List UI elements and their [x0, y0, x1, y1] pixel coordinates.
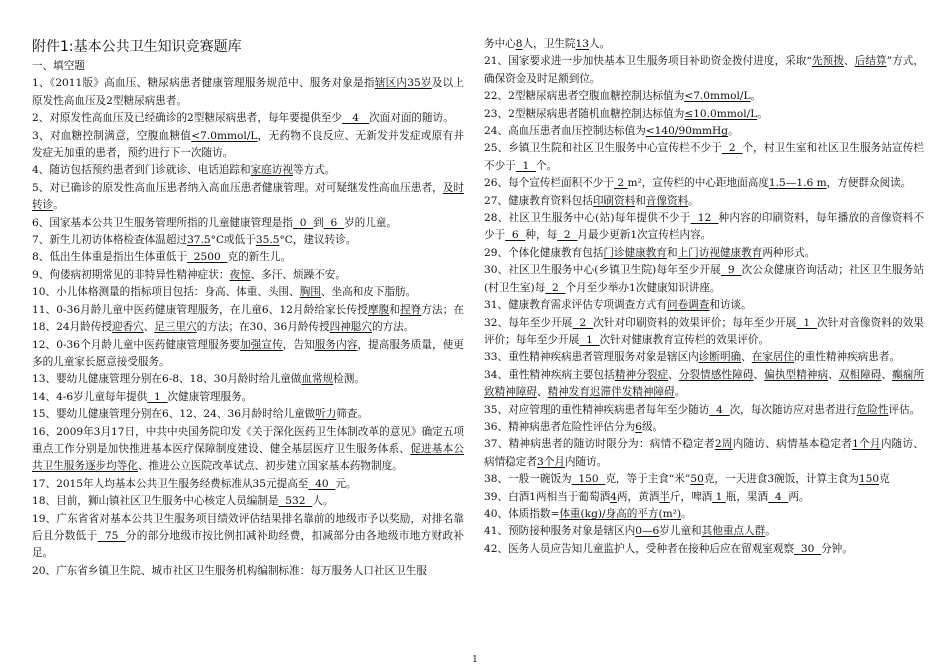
question-text: 28、社区卫生服务中心(站)每年提供不少于	[484, 212, 691, 225]
question-item	[32, 180, 464, 215]
answer-blank: 摩腹	[367, 303, 390, 316]
question-item	[484, 123, 924, 140]
question-text: 29、个体化健康教育包括	[484, 246, 604, 259]
left-column	[32, 38, 464, 580]
question-item	[32, 389, 464, 406]
question-text: 岁儿童和	[659, 525, 702, 538]
question-text: 25、乡镇卫生院和社区卫生服务中心宣传栏不少于	[484, 142, 722, 155]
question-text: 分钟。	[821, 542, 853, 555]
question-item	[484, 210, 924, 245]
answer-blank: 半	[659, 490, 670, 503]
answer-blank: 先预拨	[811, 55, 844, 68]
right-column	[484, 36, 924, 558]
question-item	[484, 419, 924, 436]
question-item	[484, 140, 924, 175]
question-text: 26、每个宣传栏面积不少于	[484, 177, 615, 190]
question-item	[32, 511, 464, 563]
question-text: ，提高服务质量，使更多的儿童家长愿意接受服务。	[32, 338, 465, 368]
question-text: 、	[881, 368, 893, 381]
question-text: 19、广东省省对基本公共卫生服务项目绩效评估结果排名靠前的地级市予以奖励，对排名靠后且分数低于	[32, 512, 464, 542]
question-item	[484, 436, 924, 471]
answer-blank: 迎香穴	[111, 321, 144, 334]
question-text: 两种形式。	[762, 246, 816, 259]
question-text: 评估。	[888, 403, 921, 416]
answer-blank: 精神分裂症	[614, 368, 669, 381]
question-item	[32, 563, 464, 580]
question-text: ，告知	[282, 338, 315, 351]
question-item	[32, 406, 464, 423]
question-item	[32, 267, 464, 284]
answer-blank: 35.5	[255, 234, 280, 247]
question-text: 、	[668, 368, 679, 381]
answer-blank: 四神聪穴	[329, 321, 372, 334]
question-text: 人，卫生院	[522, 38, 576, 50]
question-text: 克	[879, 473, 890, 486]
question-text: 和	[635, 194, 646, 207]
answer-blank: 诊断明确	[698, 351, 742, 364]
question-text: 1、《2011版》高血压、糖尿病患者健康管理服务规范中、服务对象是指	[32, 77, 375, 90]
page-number: 1	[472, 655, 478, 665]
question-text: 次针对印刷资料的效果评价；每年至少开展	[593, 316, 797, 329]
question-text: 务中心	[484, 38, 516, 50]
question-text: 方法；在18、24月龄传授	[32, 303, 465, 334]
question-text: 。	[53, 199, 64, 212]
question-text: 16、2009年3月17日，中共中央国务院印发《关于深化医药卫生体制改革的意见》确定五项重点工作分别是加快推进基本医疗保障制度建设、健全基层医疗卫生服务体系、	[32, 425, 464, 455]
question-item	[484, 245, 924, 262]
question-item	[32, 284, 464, 301]
answer-blank: 75	[97, 529, 126, 542]
question-item	[484, 402, 924, 419]
question-text: 次针对音像资料的效果评价；每年至少开展	[484, 316, 924, 346]
question-item	[32, 75, 464, 110]
answer-blank: 其他重点人群	[701, 525, 766, 538]
question-text: 个，村卫生室和社区卫生服务站宣传栏不少于	[484, 142, 924, 172]
question-text: 38、一般一碗饭为	[484, 473, 572, 486]
question-text: 31、健康教育需求评估专项调查方式有	[484, 299, 667, 312]
question-text: 。	[750, 90, 762, 103]
answer-blank: 后结算	[854, 55, 887, 68]
question-text: 克的新生儿。	[227, 251, 292, 264]
question-text: 次健康管理服务。	[167, 390, 253, 403]
question-text: 检测。	[333, 373, 365, 386]
question-text: 6、国家基本公共卫生服务管理所指的儿童健康管理是指	[32, 216, 293, 229]
question-text: 筛查。	[336, 408, 369, 421]
answer-blank: <7.0mmol/L	[684, 90, 751, 103]
answer-blank: 癫痫所致精神障碍	[484, 368, 925, 399]
question-item	[32, 232, 464, 249]
question-text: 11、0-36月龄儿童中医药健康管理服务，在儿童6、12月龄给家长传授	[32, 303, 368, 316]
question-text: 33、重性精神疾病患者管理服务对象是辖区内	[484, 351, 699, 364]
question-text: 、	[753, 368, 765, 381]
question-text: 瓶，果酒	[725, 490, 769, 503]
question-text: 32、每年至少开展	[484, 316, 573, 329]
question-item	[484, 106, 924, 123]
question-text: 级。	[641, 420, 664, 433]
answer-blank: 门诊健康教育	[603, 246, 667, 259]
question-text: 的方法。	[371, 321, 415, 334]
question-text: 种内容的印刷资料，每年播放的音像资料不少于	[484, 212, 925, 242]
question-item	[484, 349, 924, 366]
answer-blank: 6	[323, 216, 345, 229]
question-text: 4、随访包括预约患者到门诊就诊、电话追踪和	[32, 164, 251, 177]
question-item	[32, 162, 464, 179]
question-text: 20、广东省乡镇卫生院、城市社区卫生服务机构编制标准：每万服务人口社区卫生服	[32, 564, 427, 577]
question-text: 内随访、病情基本稳定者	[732, 438, 853, 451]
answer-blank: 分裂情感性障碍	[678, 368, 754, 381]
question-text: 35、对应管理的重性精神疾病患者每年至少随访	[484, 403, 710, 416]
answer-blank: 532	[278, 495, 313, 508]
page-title: 附件1:基本公共卫生知识竞赛题库	[32, 39, 242, 55]
question-item	[484, 53, 924, 88]
answer-blank: 危险性	[856, 403, 889, 416]
answer-blank: 40	[308, 477, 336, 490]
question-item	[32, 424, 464, 476]
question-text: 月最少更新1次宣传栏内容。	[577, 229, 712, 242]
question-text: 3、对血糖控制满意，空腹血糖值	[32, 129, 192, 142]
question-item	[32, 493, 464, 510]
answer-blank: 1	[796, 316, 818, 329]
answer-blank: 胸围	[299, 286, 321, 299]
question-text: 。	[757, 107, 768, 120]
question-text: 41、预防接种服务对象是辖区内	[484, 525, 636, 538]
right-question-list	[484, 36, 924, 558]
answer-blank: 1	[712, 490, 726, 503]
question-text: ，方便群众阅读。	[826, 177, 912, 190]
question-text: 15、婴幼儿健康管理分别在6、12、24、36月龄时给儿童做	[32, 408, 316, 421]
answer-blank: <140/90mmHg	[645, 125, 729, 138]
question-text: 、多汗、烦躁不安。	[250, 268, 346, 281]
answer-blank: 2周	[714, 438, 733, 451]
question-item	[484, 367, 924, 402]
answer-blank: 1个月	[852, 438, 881, 451]
answer-blank: 2	[721, 142, 743, 155]
question-text: 7、新生儿初访体格检查体温超过	[32, 234, 188, 247]
answer-blank: 12	[690, 212, 719, 225]
answer-blank: 4	[610, 490, 617, 503]
question-text: ”方式，确保资金及时足额到位。	[484, 55, 924, 85]
question-text: 次针对健康教育宣传栏的效果评价。	[599, 333, 770, 346]
question-text: 39、白酒1两相当于葡萄酒	[484, 490, 611, 503]
question-text: 42、医务人员应告知儿童监护人，受种者在接种后应在留观室观察	[484, 542, 795, 555]
question-text: 8、低出生体重是指出生体重低于	[32, 251, 188, 264]
answer-blank: 促进基本公共卫生服务逐步均等化	[32, 442, 465, 473]
question-text: 17、2015年人均基本公共卫生服务经费标准从35元提高至	[32, 477, 309, 490]
question-text: 37、精神病患者的随访时限分为：病情不稳定者	[484, 438, 715, 451]
answer-blank: 50	[690, 473, 704, 486]
question-item	[484, 541, 924, 558]
question-text: 、	[536, 386, 548, 399]
question-text: 2、对原发性高血压及已经确诊的2型糖尿病患者，每年要提供至少	[32, 112, 343, 125]
answer-blank: 2	[557, 229, 578, 242]
answer-blank: 体重(kg)/身高的平方(m²)	[559, 507, 682, 520]
answer-blank: ≤10.0mmol/L	[684, 107, 758, 120]
answer-blank: 0—6	[635, 525, 660, 538]
answer-blank: 150	[858, 473, 880, 486]
question-text: m²，宣传栏的中心距地面高度	[627, 177, 769, 190]
question-text: 种，每	[525, 229, 558, 242]
question-text: 的方法；在30、36月龄传授	[196, 321, 330, 334]
question-text: 18、目前，狮山镇社区卫生服务中心核定人员编制是	[32, 495, 279, 508]
question-text: 14、4-6岁儿童每年提供	[32, 390, 148, 403]
answer-blank: 夜惊	[229, 268, 251, 281]
answer-blank: 加强宣传	[240, 338, 283, 351]
question-item	[484, 523, 924, 540]
question-item	[32, 476, 464, 493]
question-text: 两，黄酒	[616, 490, 660, 503]
question-text: 23、2型糖尿病患者随机血糖控制达标值为	[484, 107, 685, 120]
answer-blank: 4	[768, 490, 789, 503]
answer-blank: 2	[572, 316, 594, 329]
question-text: 和访谈。	[709, 299, 752, 312]
question-text: 9、佝偻病初期常见的非特异性精神症状：	[32, 268, 230, 281]
question-text: 斤，啤酒	[669, 490, 713, 503]
answer-blank: 双相障碍	[838, 368, 882, 381]
question-item	[484, 193, 924, 210]
question-text: 个月至少举办1次健康知识讲座。	[565, 281, 721, 294]
question-text: 22、2型糖尿病患者空腹血糖控制达标值为	[484, 90, 685, 103]
question-text: 、	[843, 55, 855, 68]
question-text: 。	[688, 194, 699, 207]
question-text: 12、0-36个月龄儿童中医药健康管理服务要	[32, 338, 241, 351]
question-item	[32, 302, 464, 337]
question-text: 30、社区卫生服务中心(乡镇卫生院)每年至少开展	[484, 264, 721, 277]
answer-blank: 9	[720, 264, 742, 277]
question-text: 。	[728, 125, 739, 138]
answer-blank: 血常规	[301, 373, 334, 386]
question-text: 、推进公立医院改革试点、初步建立国家基本药物制度。	[137, 460, 403, 473]
question-item	[484, 489, 924, 506]
question-text: 人。	[588, 38, 611, 50]
question-text: 的重性精神疾病患者。	[794, 351, 901, 364]
question-text: 34、重性精神疾病主要包括	[484, 368, 615, 381]
question-text: 40、体质指数=	[484, 507, 560, 520]
question-text: 分的部分地级市按比例扣减补助经费，扣减部分由各地级市地方财政补足。	[32, 529, 465, 560]
answer-blank: 家庭访视	[250, 164, 293, 177]
section-heading: 一、填空题	[32, 60, 85, 72]
answer-blank: 1	[147, 390, 168, 403]
answer-blank: 上门访视健康教育	[677, 246, 763, 259]
answer-blank: 30	[794, 542, 822, 555]
answer-blank: 辖区内35岁	[374, 77, 432, 90]
question-item	[32, 249, 464, 266]
question-text: 13、婴幼儿健康管理分别在6-8、18、30月龄时给儿童做	[32, 373, 302, 386]
answer-blank: 2	[614, 177, 628, 190]
question-item	[484, 262, 924, 297]
question-text: 21、国家要求进一步加快基本卫生服务项目补助资金拨付进度，采取“	[484, 55, 812, 68]
question-text: °C，建议转诊。	[279, 234, 357, 247]
answer-blank: 1.5—1.6 m	[768, 177, 827, 190]
question-item	[484, 175, 924, 192]
question-text: 克，一天进食3碗饭，计算主食为	[703, 473, 859, 486]
answer-blank: 偏执型精神病	[764, 368, 829, 381]
question-text: 克，等于主食“米”	[605, 473, 691, 486]
question-text: 、	[828, 368, 839, 381]
question-item	[32, 371, 464, 388]
question-text: 。	[674, 386, 686, 399]
question-text: 元。	[335, 477, 357, 490]
answer-blank: 6	[505, 229, 526, 242]
question-item	[32, 337, 464, 372]
question-text: 、	[143, 321, 155, 334]
question-text: 和	[389, 303, 400, 316]
question-item	[484, 88, 924, 105]
question-text: 内随访。	[564, 455, 608, 468]
question-item	[32, 215, 464, 232]
answer-blank: 音像资料	[645, 194, 689, 207]
question-text: 。	[765, 525, 776, 538]
question-item	[484, 506, 924, 523]
question-item	[484, 315, 924, 350]
question-text: 24、高血压患者血压控制达标值为	[484, 125, 646, 138]
question-text: 。	[681, 507, 692, 520]
question-text: 和	[666, 246, 678, 259]
answer-blank: 2	[545, 281, 566, 294]
answer-blank: 足三里穴	[154, 321, 197, 334]
answer-blank: 150	[571, 473, 606, 486]
answer-blank: 8	[515, 38, 523, 50]
answer-blank: 37.5	[187, 234, 211, 247]
question-text: 个。	[536, 159, 558, 172]
question-text: 5、对已确诊的原发性高血压患者纳入高血压患者健康管理。对可疑继发性高血压患者，	[32, 181, 443, 194]
question-text: 36、精神病患者危险性评估分为	[484, 420, 636, 433]
answer-blank: 1	[579, 333, 600, 346]
answer-blank: 听力	[315, 408, 337, 421]
question-text: ，无药物不良反应、无新发并发症或原有并发症无加重的患者，预约进行下一次随访。	[32, 129, 464, 160]
question-text: 次面对面的随访。	[369, 112, 454, 125]
question-text: 、	[741, 351, 752, 364]
question-text: 10、小儿体格测量的指标项目包括：身高、体重、头围、	[32, 286, 300, 299]
question-text: 人。	[312, 495, 334, 508]
question-text: 等方式。	[293, 164, 336, 177]
answer-blank: 4	[709, 403, 730, 416]
answer-blank: 3个月	[536, 455, 565, 468]
question-item	[484, 36, 924, 53]
question-text: 内随访、病情稳定者	[484, 438, 924, 468]
question-text: 次公众健康咨询活动；社区卫生服务站(村卫生室)每	[484, 264, 925, 294]
question-item	[32, 128, 464, 163]
question-text: 岁的儿童。	[344, 216, 397, 229]
answer-blank: 0	[293, 216, 314, 229]
answer-blank: 13	[575, 38, 589, 50]
question-text: 及以上原发性高血压及2型糖尿病患者。	[32, 77, 465, 107]
answer-blank: 1	[515, 159, 536, 172]
question-text: 到	[313, 216, 324, 229]
answer-blank: 2500	[187, 251, 228, 264]
question-text: 27、健康教育资料包括	[484, 194, 593, 207]
answer-blank: 及时转诊	[32, 181, 464, 212]
answer-blank: 问卷调查	[666, 299, 710, 312]
left-question-list	[32, 75, 464, 580]
question-item	[484, 471, 924, 488]
answer-blank: 6	[635, 420, 642, 433]
question-item	[32, 110, 464, 127]
answer-blank: 4	[342, 112, 370, 125]
question-item	[484, 297, 924, 314]
answer-blank: 服务内容	[314, 338, 358, 351]
question-text: °C或低于	[210, 234, 256, 247]
answer-blank: <7.0mmol/L	[191, 129, 258, 142]
answer-blank: 精神发育迟滞伴发精神障碍	[547, 386, 675, 399]
question-text: 两。	[788, 490, 810, 503]
answer-blank: 捏脊	[399, 303, 422, 316]
question-text: 、坐高和皮下脂肪。	[320, 286, 417, 299]
answer-blank: 印刷资料	[592, 194, 636, 207]
answer-blank: 在家居住	[751, 351, 795, 364]
question-text: 次，每次随访应对患者进行	[729, 403, 857, 416]
